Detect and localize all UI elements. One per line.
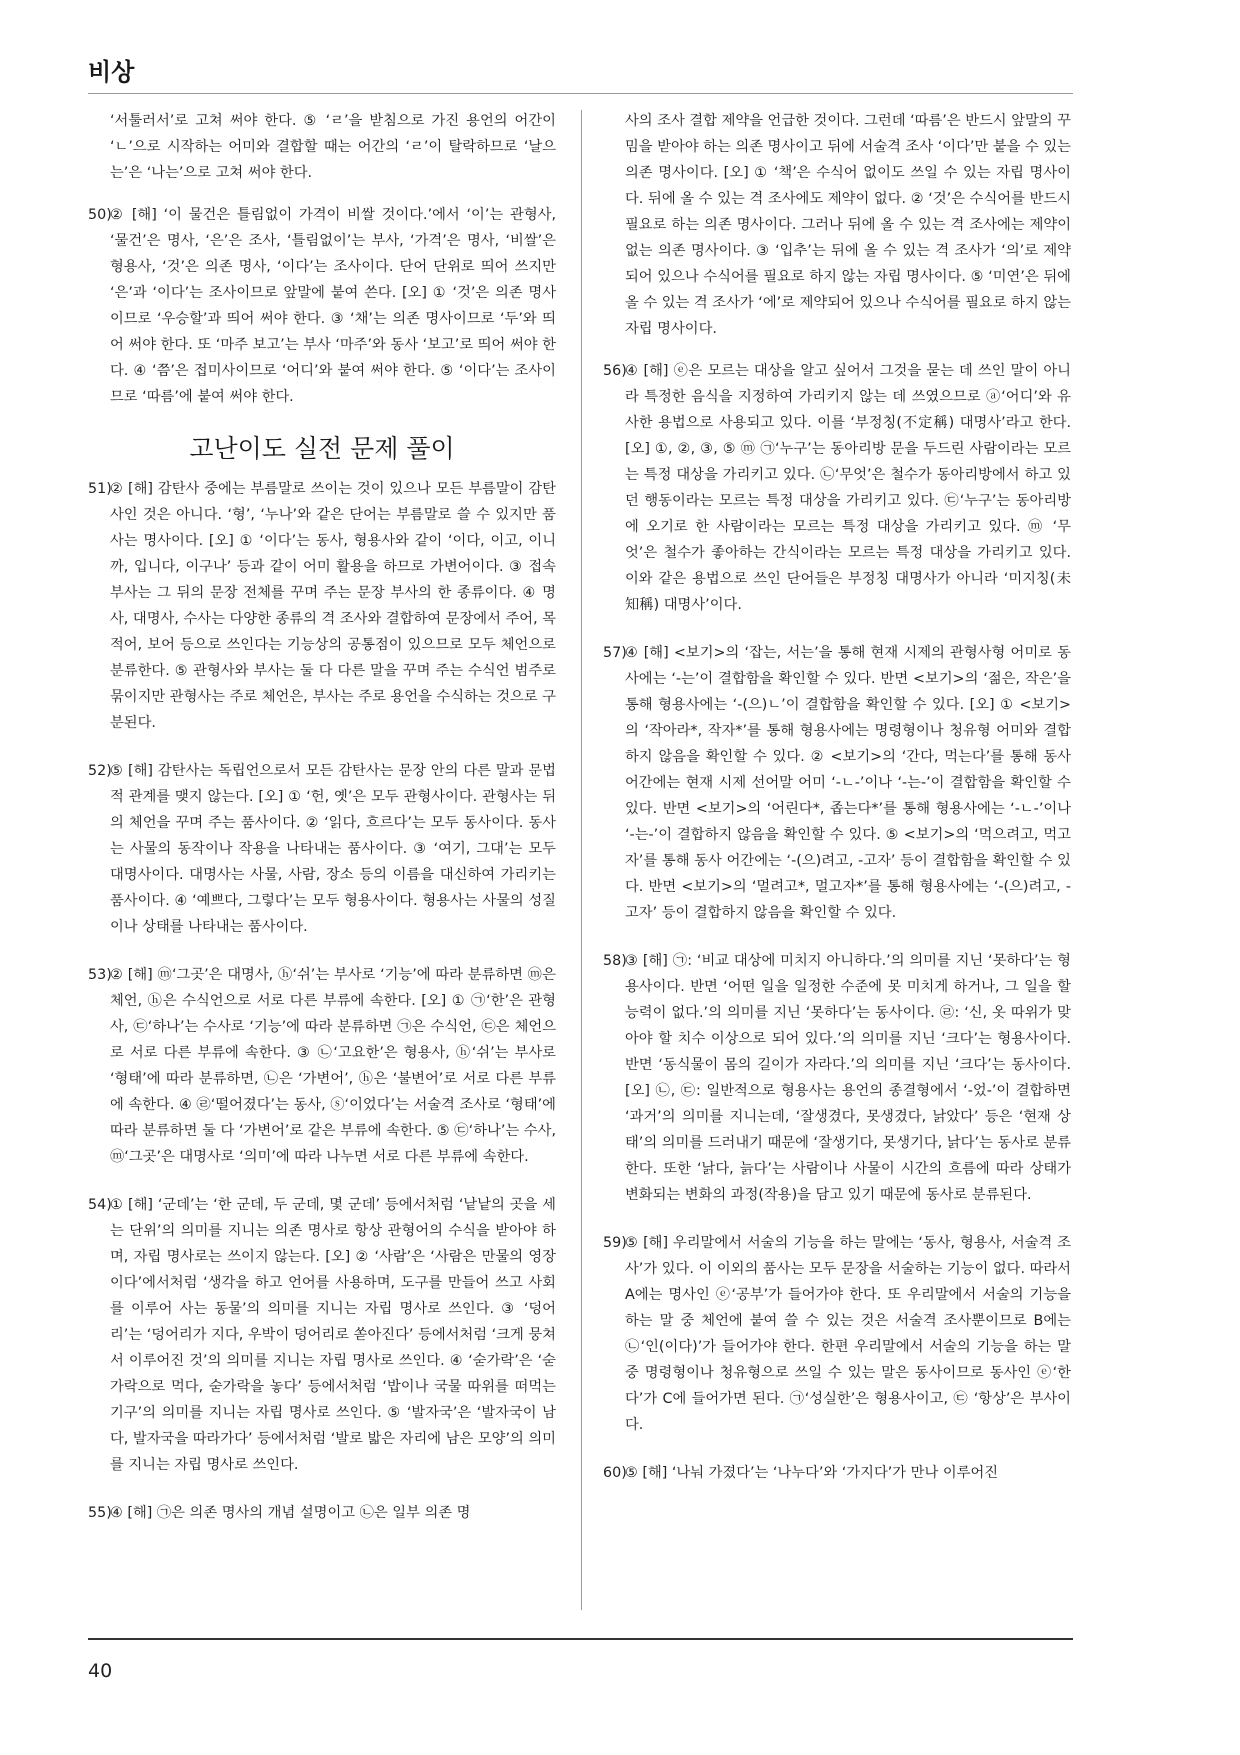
item-text: ⑤ [해] 감탄사는 독립언으로서 모든 감탄사는 문장 안의 다른 말과 문법적 관계를 맺지 않는다. [오] ① ‘헌, 옛’은 모두 관형사이다. 관형사는 뒤의 체언을 꾸며 주는 품사이다. ② ‘읽다, 흐르다’는 모두 동사이다. 동사는 사물의 동작이나 작용을 나타내는 품사이다. ③ ‘여기, 그대’는 모두 대명사이다. 대명사는 사물, 사람, 장소 등의 이름을 대신하여 가리키는 품사이다. ④ ‘예쁘다, 그렇다’는 모두 형용사이다. 형용사는 사물의 성질이나 상태를 나타내는 품사이다. xyxy=(110,763,556,935)
item-number: 50) xyxy=(88,207,112,223)
page-number: 40 xyxy=(88,1660,113,1682)
item-text: ③ [해] ㉠: ‘비교 대상에 미치지 아니하다.’의 의미를 지닌 ‘못하다’는 형용사이다. 반면 ‘어떤 일을 일정한 수준에 못 미치게 하거나, 그 일을 할 능력이 없다.’의 의미를 지닌 ‘못하다’는 동사이다. ㉣: ‘신, 옷 따위가 맞아야 할 치수 이상으로 되어 있다.’의 의미를 지닌 ‘크다’는 형용사이다. 반면 ‘동식물이 몸의 길이가 자라다.’의 의미를 지닌 ‘크다’는 동사이다. [오] ㉡, ㉢: 일반적으로 형용사는 용언의 종결형에서 ‘-었-’이 결합하면 ‘과거’의 의미를 지니는데, ‘잘생겼다, 못생겼다, 낡았다’ 등은 ‘현재 상태’의 의미를 드러내기 때문에 ‘잘생기다, 못생기다, 낡다’는 동사로 분류한다. 또한 ‘낡다, 늙다’는 사람이나 사물이 시간의 흐름에 따라 상태가 변화되는 변화의 과정(작용)을 담고 있기 때문에 동사로 분류된다. xyxy=(625,953,1071,1203)
page-header-title: 비상 xyxy=(88,58,135,86)
answer-item-51 xyxy=(88,476,556,736)
item-number: 57) xyxy=(603,645,627,661)
answer-item-57 xyxy=(603,640,1071,926)
item-number: 54) xyxy=(88,1197,112,1213)
answer-item-60 xyxy=(603,1460,1071,1486)
section-title: 고난이도 실전 문제 풀이 xyxy=(189,434,455,463)
item-text: ⑤ [해] ‘나눠 가졌다’는 ‘나누다’와 ‘가지다’가 만나 이루어진 xyxy=(625,1465,999,1481)
item-text: ② [해] ⓜ‘그곳’은 대명사, ⓗ‘쉬’는 부사로 ‘기능’에 따라 분류하면 ⓜ은 체언, ⓗ은 수식언으로 서로 다른 부류에 속한다. [오] ① ㉠‘한’은 관형사, ㉢‘하나’는 수사로 ‘기능’에 따라 분류하면 ㉠은 수식언, ㉢은 체언으로 서로 다른 부류에 속한다. ③ ㉡‘고요한’은 형용사, ⓗ‘쉬’는 부사로 ‘형태’에 따라 분류하면, ㉡은 ‘가변어’, ⓗ은 ‘불변어’로 서로 다른 부류에 속한다. ④ ㉣‘떨어졌다’는 동사, ⓢ‘이었다’는 서술격 조사로 ‘형태’에 따라 분류하면 둘 다 ‘가변어’로 같은 부류에 속한다. ⑤ ㉢‘하나’는 수사, ⓜ‘그곳’은 대명사로 ‘의미’에 따라 나누면 서로 다른 부류에 속한다. xyxy=(110,967,556,1165)
answer-item-55 xyxy=(88,1500,556,1526)
answer-item-50 xyxy=(88,202,556,410)
header-rule xyxy=(88,93,1073,94)
item-text: ① [해] ‘군데’는 ‘한 군데, 두 군데, 몇 군데’ 등에서처럼 ‘낱낱의 곳을 세는 단위’의 의미를 지니는 의존 명사로 항상 관형어의 수식을 받아야 하며, 자립 명사로는 쓰이지 않는다. [오] ② ‘사람’은 ‘사람은 만물의 영장이다’에서처럼 ‘생각을 하고 언어를 사용하며, 도구를 만들어 쓰고 사회를 이루어 사는 동물’의 의미를 지니는 자립 명사로 쓰인다. ③ ‘덩어리’는 ‘덩어리가 지다, 우박이 덩어리로 쏟아진다’ 등에서처럼 ‘크게 뭉쳐서 이루어진 것’의 의미를 지니는 자립 명사로 쓰인다. ④ ‘숟가락’은 ‘숟가락으로 먹다, 숟가락을 놓다’ 등에서처럼 ‘밥이나 국물 따위를 떠먹는 기구’의 의미를 지니는 자립 명사로 쓰인다. ⑤ ‘발자국’은 ‘발자국이 남다, 발자국을 따라가다’ 등에서처럼 ‘발로 밟은 자리에 남은 모양’의 의미를 지니는 자립 명사로 쓰인다. xyxy=(110,1197,556,1473)
column-divider xyxy=(581,110,582,1610)
item-text: ② [해] 감탄사 중에는 부름말로 쓰이는 것이 있으나 모든 부름말이 감탄사인 것은 아니다. ‘형’, ‘누나’와 같은 단어는 부름말로 쓸 수 있지만 품사는 명사이다. [오] ① ‘이다’는 동사, 형용사와 같이 ‘이다, 이고, 이니까, 입니다, 이구나’ 등과 같이 어미 활용을 하므로 가변어이다. ③ 접속 부사는 그 뒤의 문장 전체를 꾸며 주는 문장 부사의 한 종류이다. ④ 명사, 대명사, 수사는 다양한 종류의 격 조사와 결합하여 문장에서 주어, 목적어, 보어 등으로 쓰인다는 기능상의 공통점이 있으므로 모두 체언으로 분류한다. ⑤ 관형사와 부사는 둘 다 다른 말을 꾸며 주는 수식언 범주로 묶이지만 관형사는 주로 체언은, 부사는 주로 용언을 수식하는 것으로 구분된다. xyxy=(110,481,556,731)
answer-item-54 xyxy=(88,1192,556,1478)
item-number: 52) xyxy=(88,763,112,779)
left-continued-paragraph xyxy=(88,108,556,186)
answer-item-59 xyxy=(603,1230,1071,1438)
answer-item-58 xyxy=(603,948,1071,1208)
footer-rule xyxy=(88,1638,1073,1640)
answer-item-53 xyxy=(88,962,556,1170)
answer-item-52 xyxy=(88,758,556,940)
answer-item-56 xyxy=(603,358,1071,618)
item-number: 53) xyxy=(88,967,112,983)
item-number: 59) xyxy=(603,1235,627,1251)
item-text: 사의 조사 결합 제약을 언급한 것이다. 그런데 ‘따름’은 반드시 앞말의 꾸밈을 받아야 하는 의존 명사이고 뒤에 서술격 조사 ‘이다’만 붙을 수 있는 의존 명사이다. [오] ① ‘책’은 수식어 없이도 쓰일 수 있는 자립 명사이다. 뒤에 올 수 있는 격 조사에도 제약이 없다. ② ‘것’은 수식어를 반드시 필요로 하는 의존 명사이다. 그러나 뒤에 올 수 있는 격 조사에는 제약이 없는 의존 명사이다. ③ ‘입추’는 뒤에 올 수 있는 격 조사가 ‘의’로 제약되어 있으나 수식어를 필요로 하지 않는 자립 명사이다. ⑤ ‘미연’은 뒤에 올 수 있는 격 조사가 ‘에’로 제약되어 있으나 수식어를 필요로 하지 않는 자립 명사이다. xyxy=(625,113,1071,337)
item-number: 60) xyxy=(603,1465,627,1481)
item-text: ⑤ [해] 우리말에서 서술의 기능을 하는 말에는 ‘동사, 형용사, 서술격 조사’가 있다. 이 이외의 품사는 모두 문장을 서술하는 기능이 없다. 따라서 A에는 명사인 ⓔ‘공부’가 들어가야 한다. 또 우리말에서 서술의 기능을 하는 말 중 체언에 붙여 쓸 수 있는 것은 서술격 조사뿐이므로 B에는 ㉡‘인(이다)’가 들어가야 한다. 한편 우리말에서 서술의 기능을 하는 말 중 명령형이나 청유형으로 쓰일 수 있는 말은 동사이므로 동사인 ⓔ‘한다’가 C에 들어가면 된다. ㉠‘성실한’은 형용사이고, ㉢ ‘항상’은 부사이다. xyxy=(625,1235,1071,1433)
left-column xyxy=(88,108,556,1548)
item-text: ④ [해] ㉠은 의존 명사의 개념 설명이고 ㉡은 일부 의존 명 xyxy=(110,1505,471,1521)
item-number: 51) xyxy=(88,481,112,497)
right-column xyxy=(603,108,1071,1508)
item-number: 56) xyxy=(603,363,627,379)
item-number: 58) xyxy=(603,953,627,969)
item-number: 55) xyxy=(88,1505,112,1521)
item-text: ② [해] ‘이 물건은 틀림없이 가격이 비쌀 것이다.’에서 ‘이’는 관형사, ‘물건’은 명사, ‘은’은 조사, ‘틀림없이’는 부사, ‘가격’은 명사, ‘비쌀’은 형용사, ‘것’은 의존 명사, ‘이다’는 조사이다. 단어 단위로 띄어 쓰지만 ‘은’과 ‘이다’는 조사이므로 앞말에 붙여 쓴다. [오] ① ‘것’은 의존 명사이므로 ‘우승할’과 띄어 써야 한다. ③ ‘채’는 의존 명사이므로 ‘두’와 띄어 써야 한다. 또 ‘마주 보고’는 부사 ‘마주’와 동사 ‘보고’로 띄어 써야 한다. ④ ‘쯤’은 접미사이므로 ‘어디’와 붙여 써야 한다. ⑤ ‘이다’는 조사이므로 ‘따름’에 붙여 써야 한다. xyxy=(110,207,556,405)
item-text: ‘서툴러서’로 고쳐 써야 한다. ⑤ ‘ㄹ’을 받침으로 가진 용언의 어간이 ‘ㄴ’으로 시작하는 어미와 결합할 때는 어간의 ‘ㄹ’이 탈락하므로 ‘날으는’은 ‘나는’으로 고쳐 써야 한다. xyxy=(110,113,556,181)
right-continued-paragraph xyxy=(603,108,1071,342)
item-text: ④ [해] ⓔ은 모르는 대상을 알고 싶어서 그것을 묻는 데 쓰인 말이 아니라 특정한 음식을 지정하여 가리키지 않는 데 쓰였으므로 ⓐ‘어디’와 유사한 용법으로 사용되고 있다. 이를 ‘부정칭(不定稱) 대명사’라고 한다. [오] ①, ②, ③, ⑤ ⓜ ㉠‘누구’는 동아리방 문을 두드린 사람이라는 모르는 특정 대상을 가리키고 있다. ㉡‘무엇’은 철수가 동아리방에서 하고 있던 행동이라는 모르는 특정 대상을 가리키고 있다. ㉢‘누구’는 동아리방에 오기로 한 사람이라는 모르는 특정 대상을 가리키고 있다. ⓜ ‘무엇’은 철수가 좋아하는 간식이라는 모르는 특정 대상을 가리키고 있다. 이와 같은 용법으로 쓰인 단어들은 부정칭 대명사가 아니라 ‘미지칭(未知稱) 대명사’이다. xyxy=(625,363,1071,613)
item-text: ④ [해] <보기>의 ‘잡는, 서는’을 통해 현재 시제의 관형사형 어미로 동사에는 ‘-는’이 결합함을 확인할 수 있다. 반면 <보기>의 ‘젊은, 작은’을 통해 형용사에는 ‘-(으)ㄴ’이 결합함을 확인할 수 있다. [오] ① <보기>의 ‘작아라*, 작자*’를 통해 형용사에는 명령형이나 청유형 어미와 결합하지 않음을 확인할 수 있다. ② <보기>의 ‘간다, 먹는다’를 통해 동사 어간에는 현재 시제 선어말 어미 ‘-ㄴ-’이나 ‘-는-’이 결합함을 확인할 수 있다. 반면 <보기>의 ‘어린다*, 좁는다*’를 통해 형용사에는 ‘-ㄴ-’이나 ‘-는-’이 결합하지 않음을 확인할 수 있다. ⑤ <보기>의 ‘먹으려고, 먹고자’를 통해 동사 어간에는 ‘-(으)려고, -고자’ 등이 결합함을 확인할 수 있다. 반면 <보기>의 ‘멀려고*, 멀고자*’를 통해 형용사에는 ‘-(으)려고, -고자’ 등이 결합하지 않음을 확인할 수 있다. xyxy=(625,645,1071,921)
